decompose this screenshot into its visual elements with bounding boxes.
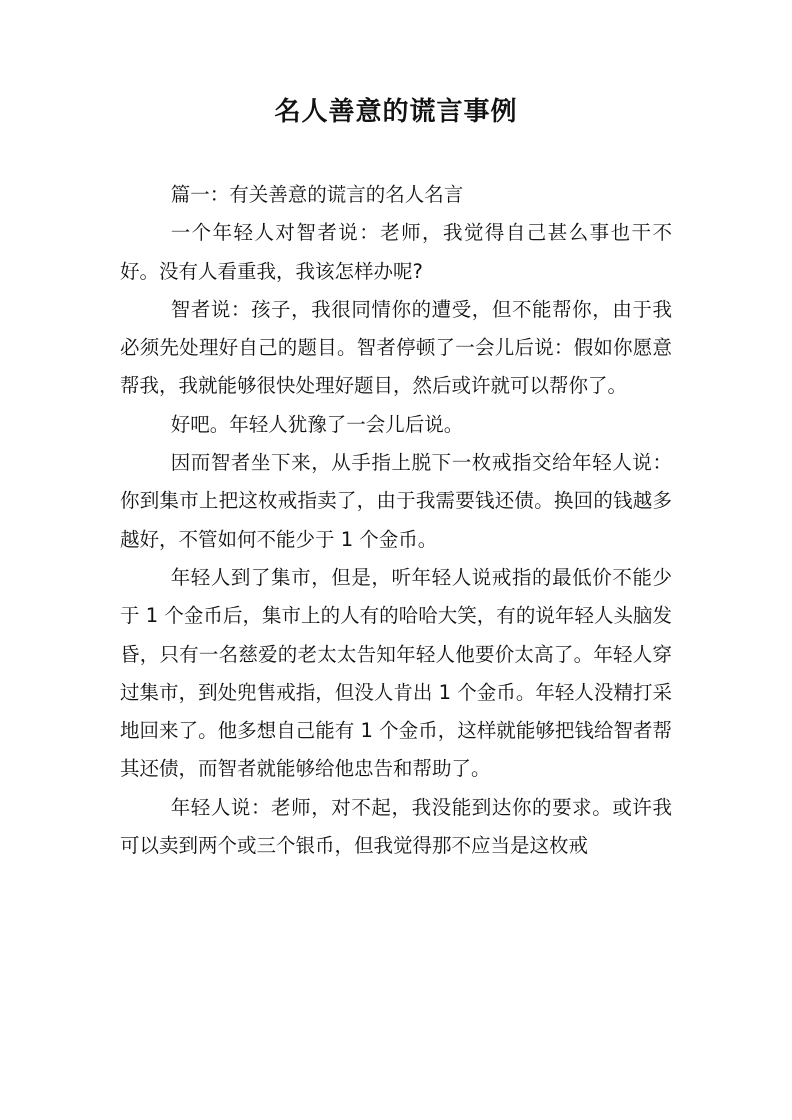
paragraph: 因而智者坐下来，从手指上脱下一枚戒指交给年轻人说：你到集市上把这枚戒指卖了，由于我需要钱还债。换回的钱越多越好，不管如何不能少于 1 个金币。 bbox=[120, 451, 672, 551]
paragraph: 年轻人到了集市，但是，听年轻人说戒指的最低价不能少于 1 个金币后，集市上的人有的哈哈大笑，有的说年轻人头脑发昏，只有一名慈爱的老太太告知年轻人他要价太高了。年轻人穿过集市，到处兜售戒指，但没人肯出 1 个金币。年轻人没精打采地回来了。他多想自己能有 1 个金币，这样就能够把钱给智者帮其还债，而智者就能够给他忠告和帮助了。 bbox=[120, 565, 672, 781]
paragraph: 一个年轻人对智者说：老师，我觉得自己甚么事也干不好。没有人看重我，我该怎样办呢? bbox=[120, 221, 672, 283]
paragraph: 篇一：有关善意的谎言的名人名言 bbox=[170, 183, 464, 206]
paragraph: 年轻人说：老师，对不起，我没能到达你的要求。或许我可以卖到两个或三个银币，但我觉得那不应当是这枚戒 bbox=[120, 795, 672, 858]
document-body bbox=[120, 176, 672, 865]
paragraph: 好吧。年轻人犹豫了一会儿后说。 bbox=[170, 412, 464, 436]
paragraph: 智者说：孩子，我很同情你的遭受，但不能帮你，由于我必须先处理好自己的题目。智者停顿了一会儿后说：假如你愿意帮我，我就能够很快处理好题目，然后或许就可以帮你了。 bbox=[120, 297, 672, 398]
document-title: 名人善意的谎言事例 bbox=[274, 97, 518, 127]
